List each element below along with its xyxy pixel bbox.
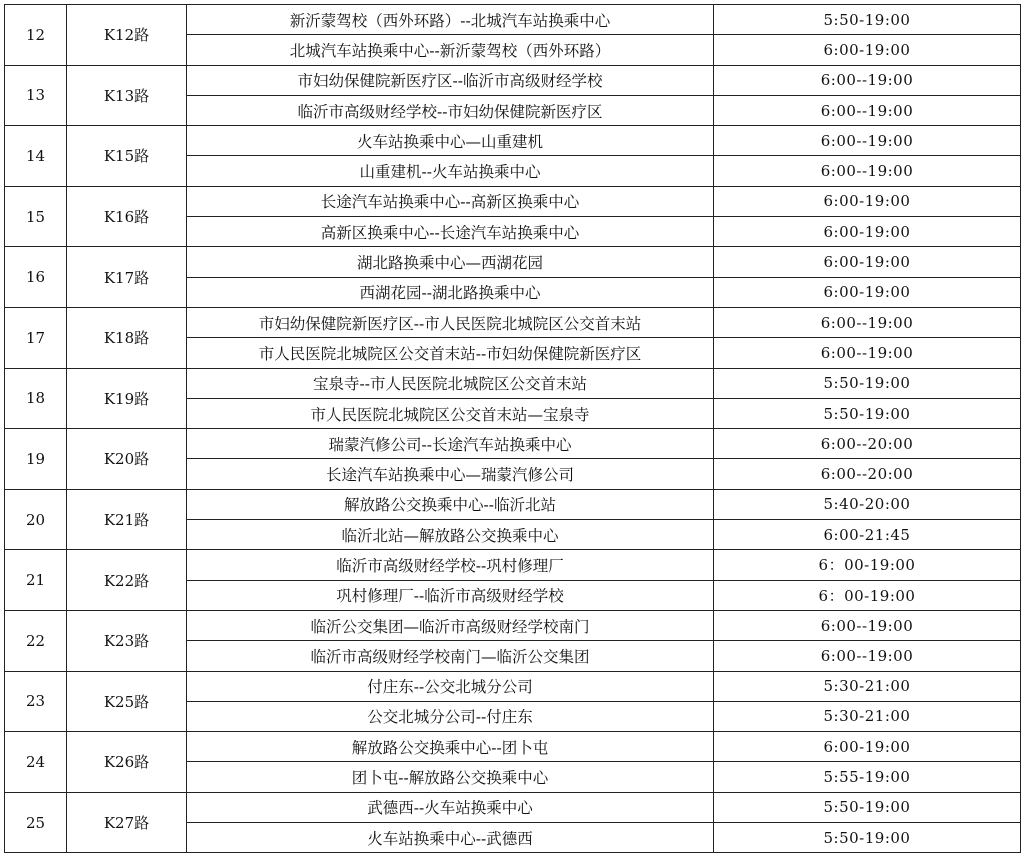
table-row xyxy=(5,550,1021,580)
bus-route-table xyxy=(4,4,1021,853)
route-direction-cell: 火车站换乘中心—山重建机 xyxy=(187,126,714,156)
service-hours-cell: 6:00-19:00 xyxy=(714,277,1021,307)
route-number-cell: 13 xyxy=(5,65,67,126)
service-hours-cell: 6:00-19:00 xyxy=(714,732,1021,762)
table-row xyxy=(5,732,1021,762)
table-row xyxy=(5,792,1021,822)
service-hours-cell: 6:00--19:00 xyxy=(714,307,1021,337)
route-direction-cell: 宝泉寺--市人民医院北城院区公交首末站 xyxy=(187,368,714,398)
route-name-cell: K15路 xyxy=(67,126,187,187)
service-hours-cell: 6:00--20:00 xyxy=(714,459,1021,489)
route-number-cell: 16 xyxy=(5,247,67,308)
service-hours-cell: 6：00-19:00 xyxy=(714,550,1021,580)
route-direction-cell: 高新区换乘中心--长途汽车站换乘中心 xyxy=(187,217,714,247)
route-number-cell: 17 xyxy=(5,307,67,368)
route-direction-cell: 解放路公交换乘中心--团卜屯 xyxy=(187,732,714,762)
service-hours-cell: 6:00--19:00 xyxy=(714,65,1021,95)
service-hours-cell: 5:50-19:00 xyxy=(714,398,1021,428)
route-number-cell: 20 xyxy=(5,489,67,550)
service-hours-cell: 5:50-19:00 xyxy=(714,5,1021,35)
table-row xyxy=(5,610,1021,640)
service-hours-cell: 6:00-19:00 xyxy=(714,35,1021,65)
route-direction-cell: 北城汽车站换乘中心--新沂蒙驾校（西外环路） xyxy=(187,35,714,65)
route-direction-cell: 临沂市高级财经学校南门—临沂公交集团 xyxy=(187,641,714,671)
route-name-cell: K18路 xyxy=(67,307,187,368)
table-row xyxy=(5,368,1021,398)
table-row xyxy=(5,186,1021,216)
route-direction-cell: 瑞蒙汽修公司--长途汽车站换乘中心 xyxy=(187,429,714,459)
route-number-cell: 15 xyxy=(5,186,67,247)
route-number-cell: 14 xyxy=(5,126,67,187)
route-number-cell: 18 xyxy=(5,368,67,429)
route-direction-cell: 新沂蒙驾校（西外环路）--北城汽车站换乘中心 xyxy=(187,5,714,35)
route-direction-cell: 临沂市高级财经学校--市妇幼保健院新医疗区 xyxy=(187,95,714,125)
route-number-cell: 24 xyxy=(5,732,67,793)
route-direction-cell: 湖北路换乘中心—西湖花园 xyxy=(187,247,714,277)
route-name-cell: K16路 xyxy=(67,186,187,247)
service-hours-cell: 6:00--19:00 xyxy=(714,156,1021,186)
service-hours-cell: 6:00--19:00 xyxy=(714,610,1021,640)
service-hours-cell: 5:50-19:00 xyxy=(714,368,1021,398)
route-direction-cell: 市妇幼保健院新医疗区--市人民医院北城院区公交首末站 xyxy=(187,307,714,337)
route-name-cell: K21路 xyxy=(67,489,187,550)
table-row xyxy=(5,126,1021,156)
table-row xyxy=(5,307,1021,337)
service-hours-cell: 6:00--19:00 xyxy=(714,641,1021,671)
route-name-cell: K26路 xyxy=(67,732,187,793)
table-row xyxy=(5,247,1021,277)
service-hours-cell: 6:00--20:00 xyxy=(714,429,1021,459)
route-direction-cell: 西湖花园--湖北路换乘中心 xyxy=(187,277,714,307)
route-direction-cell: 山重建机--火车站换乘中心 xyxy=(187,156,714,186)
service-hours-cell: 6：00-19:00 xyxy=(714,580,1021,610)
service-hours-cell: 6:00-19:00 xyxy=(714,247,1021,277)
route-number-cell: 21 xyxy=(5,550,67,611)
service-hours-cell: 5:55-19:00 xyxy=(714,762,1021,792)
route-direction-cell: 长途汽车站换乘中心--高新区换乘中心 xyxy=(187,186,714,216)
route-name-cell: K13路 xyxy=(67,65,187,126)
service-hours-cell: 6:00--19:00 xyxy=(714,338,1021,368)
table-row xyxy=(5,429,1021,459)
route-direction-cell: 巩村修理厂--临沂市高级财经学校 xyxy=(187,580,714,610)
route-name-cell: K19路 xyxy=(67,368,187,429)
route-name-cell: K27路 xyxy=(67,792,187,853)
route-name-cell: K17路 xyxy=(67,247,187,308)
route-direction-cell: 临沂公交集团—临沂市高级财经学校南门 xyxy=(187,610,714,640)
route-number-cell: 19 xyxy=(5,429,67,490)
route-direction-cell: 团卜屯--解放路公交换乘中心 xyxy=(187,762,714,792)
route-number-cell: 12 xyxy=(5,5,67,66)
route-number-cell: 25 xyxy=(5,792,67,853)
service-hours-cell: 6:00-19:00 xyxy=(714,217,1021,247)
route-direction-cell: 市人民医院北城院区公交首末站—宝泉寺 xyxy=(187,398,714,428)
service-hours-cell: 5:40-20:00 xyxy=(714,489,1021,519)
table-row xyxy=(5,65,1021,95)
service-hours-cell: 5:30-21:00 xyxy=(714,701,1021,731)
table-row xyxy=(5,671,1021,701)
route-direction-cell: 付庄东--公交北城分公司 xyxy=(187,671,714,701)
route-number-cell: 23 xyxy=(5,671,67,732)
route-name-cell: K23路 xyxy=(67,610,187,671)
route-direction-cell: 火车站换乘中心--武德西 xyxy=(187,823,714,853)
service-hours-cell: 5:50-19:00 xyxy=(714,792,1021,822)
route-direction-cell: 公交北城分公司--付庄东 xyxy=(187,701,714,731)
route-direction-cell: 解放路公交换乘中心--临沂北站 xyxy=(187,489,714,519)
service-hours-cell: 6:00-19:00 xyxy=(714,186,1021,216)
service-hours-cell: 5:50-19:00 xyxy=(714,823,1021,853)
route-direction-cell: 武德西--火车站换乘中心 xyxy=(187,792,714,822)
route-number-cell: 22 xyxy=(5,610,67,671)
table-row xyxy=(5,5,1021,35)
route-direction-cell: 临沂市高级财经学校--巩村修理厂 xyxy=(187,550,714,580)
service-hours-cell: 5:30-21:00 xyxy=(714,671,1021,701)
service-hours-cell: 6:00-21:45 xyxy=(714,520,1021,550)
route-table-body xyxy=(5,5,1021,853)
route-direction-cell: 市妇幼保健院新医疗区--临沂市高级财经学校 xyxy=(187,65,714,95)
service-hours-cell: 6:00--19:00 xyxy=(714,95,1021,125)
route-direction-cell: 长途汽车站换乘中心—瑞蒙汽修公司 xyxy=(187,459,714,489)
route-direction-cell: 临沂北站—解放路公交换乘中心 xyxy=(187,520,714,550)
route-name-cell: K22路 xyxy=(67,550,187,611)
table-row xyxy=(5,489,1021,519)
route-name-cell: K25路 xyxy=(67,671,187,732)
route-direction-cell: 市人民医院北城院区公交首末站--市妇幼保健院新医疗区 xyxy=(187,338,714,368)
route-name-cell: K20路 xyxy=(67,429,187,490)
service-hours-cell: 6:00--19:00 xyxy=(714,126,1021,156)
route-name-cell: K12路 xyxy=(67,5,187,66)
